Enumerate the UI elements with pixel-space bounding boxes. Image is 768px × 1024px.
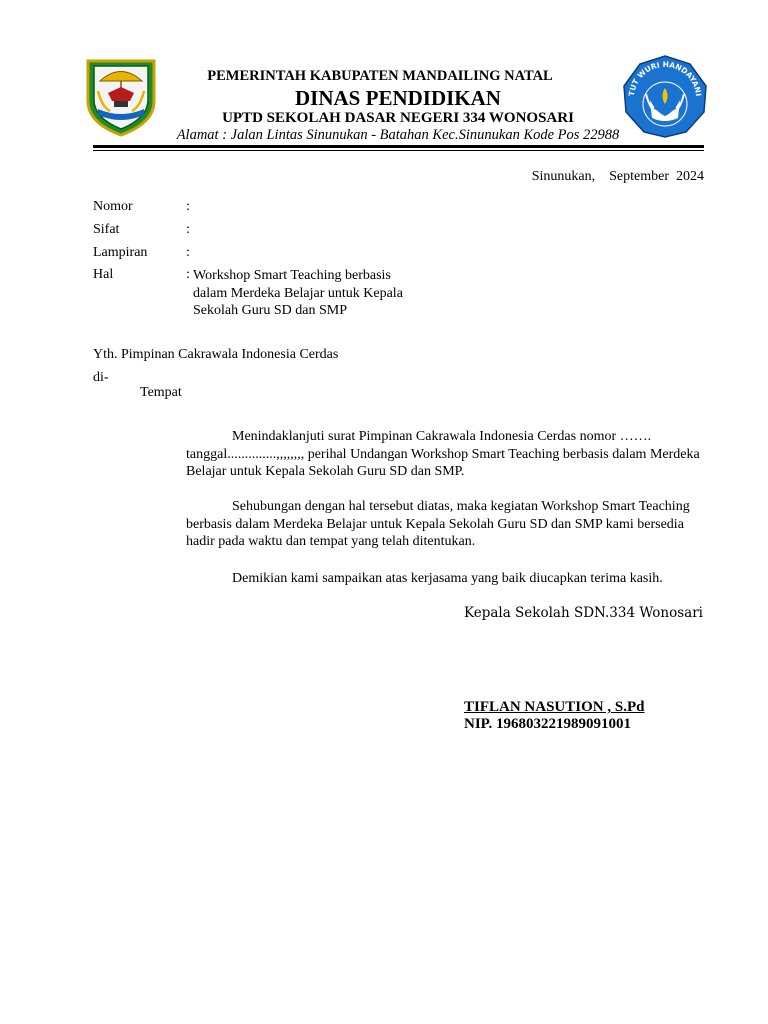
letterhead-agency: DINAS PENDIDIKAN [295,86,501,110]
logo-motto: TUT WURI HANDAYANI [627,59,703,97]
body-paragraph-1 [186,428,706,481]
body-paragraph-2 [186,498,706,551]
body-paragraph-1-text: Menindaklanjuti surat Pimpinan Cakrawala Indonesia Cerdas nomor ……. tanggal..............,,,,,,,, perihal Undangan Workshop Smart Teaching berbasis dalam Merdeka Belajar untuk Kepala Sekolah Guru SD dan SMP. [186,429,700,479]
letterhead-school: UPTD SEKOLAH DASAR NEGERI 334 WONOSARI [222,110,574,126]
sifat-label: Sifat [93,222,120,237]
sifat-colon: : [186,222,190,237]
lampiran-colon: : [186,245,190,260]
nomor-colon: : [186,199,190,214]
lampiran-label: Lampiran [93,245,148,260]
body-paragraph-2-text: Sehubungan dengan hal tersebut diatas, maka kegiatan Workshop Smart Teaching berbasis dalam Merdeka Belajar untuk Kepala Sekolah Guru SD dan SMP kami bersedia hadir pada waktu dan tempat yang telah ditentukan. [186,499,690,549]
header-rule-thick [93,145,704,148]
recipient-di: di- [93,370,109,385]
hal-line-2: dalam Merdeka Belajar untuk Kepala [193,285,403,301]
signature-nip: NIP. 196803221989091001 [464,716,631,732]
letterhead-government: PEMERINTAH KABUPATEN MANDAILING NATAL [207,68,553,84]
tut-wuri-handayani-icon [620,54,710,138]
hal-line-3: Sekolah Guru SD dan SMP [193,303,348,318]
signature-name: TIFLAN NASUTION , S.Pd [464,699,645,715]
regency-emblem-icon [84,57,158,137]
recipient-yth: Yth. Pimpinan Cakrawala Indonesia Cerdas [93,347,339,362]
body-paragraph-3 [186,570,706,588]
body-paragraph-3-text: Demikian kami sampaikan atas kerjasama yang baik diucapkan terima kasih. [232,571,663,586]
letterhead-address: Alamat : Jalan Lintas Sinunukan - Batahan Kec.Sinunukan Kode Pos 22988 [176,127,620,143]
hal-label: Hal [93,267,114,282]
hal-subject [193,267,433,320]
letter-date: Sinunukan, September 2024 [531,169,704,184]
signature-title: Kepala Sekolah SDN.334 Wonosari [464,605,703,621]
hal-colon: : [186,267,190,282]
header-rule-thin [93,150,704,151]
hal-line-1: Workshop Smart Teaching berbasis [193,268,391,283]
nomor-label: Nomor [93,199,133,214]
recipient-tempat: Tempat [140,385,182,400]
